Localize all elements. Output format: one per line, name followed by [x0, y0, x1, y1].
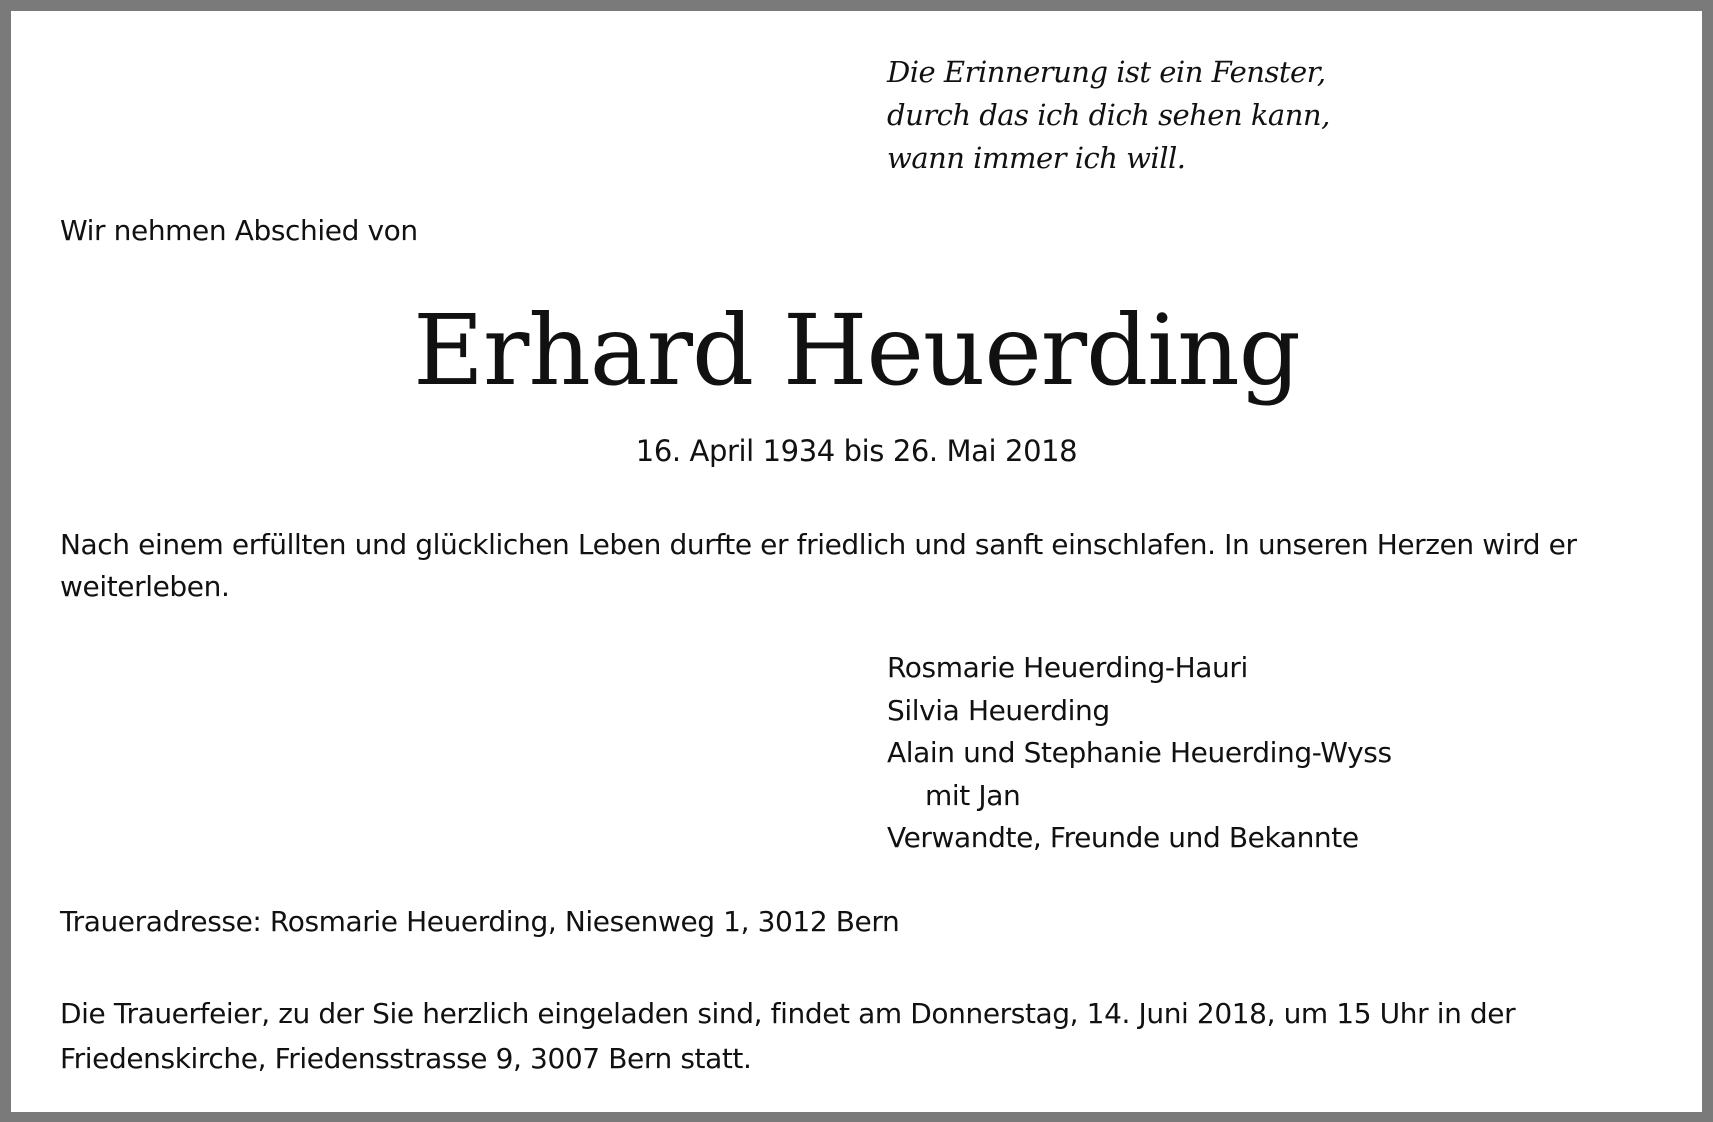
mourner-name: Silvia Heuerding — [887, 693, 1110, 727]
memorial-quote — [887, 51, 1330, 180]
quote-line: durch das ich dich sehen kann, — [887, 98, 1330, 132]
mourner-name: Alain und Stephanie Heuerding-Wyss — [887, 736, 1392, 769]
ceremony-info: Die Trauerfeier, zu der Sie herzlich eingeladen sind, findet am Donnerstag, 14. Juni 2018, um 15 Uhr in der Friedenskirche, Friedensstrasse 9, 3007 Bern statt. — [60, 997, 1516, 1075]
mourner-name: Rosmarie Heuerding-Hauri — [887, 651, 1248, 684]
obituary-page — [11, 11, 1702, 1112]
mourner-name: mit Jan — [925, 778, 1021, 812]
obituary-message: Nach einem erfüllten und glücklichen Leben durfte er friedlich und sanft einschlafen. In unseren Herzen wird er weiterleben. — [60, 528, 1577, 603]
deceased-name: Erhard Heuerding — [413, 294, 1300, 407]
life-dates: 16. April 1934 bis 26. Mai 2018 — [635, 434, 1078, 468]
quote-line: wann immer ich will. — [887, 141, 1186, 175]
quote-line: Die Erinnerung ist ein Fenster, — [887, 55, 1326, 89]
mourner-name: Verwandte, Freunde und Bekannte — [887, 821, 1359, 854]
mourners-list — [887, 647, 1392, 860]
intro-text: Wir nehmen Abschied von — [60, 214, 418, 247]
mourning-address: Traueradresse: Rosmarie Heuerding, Niesenweg 1, 3012 Bern — [60, 905, 900, 938]
